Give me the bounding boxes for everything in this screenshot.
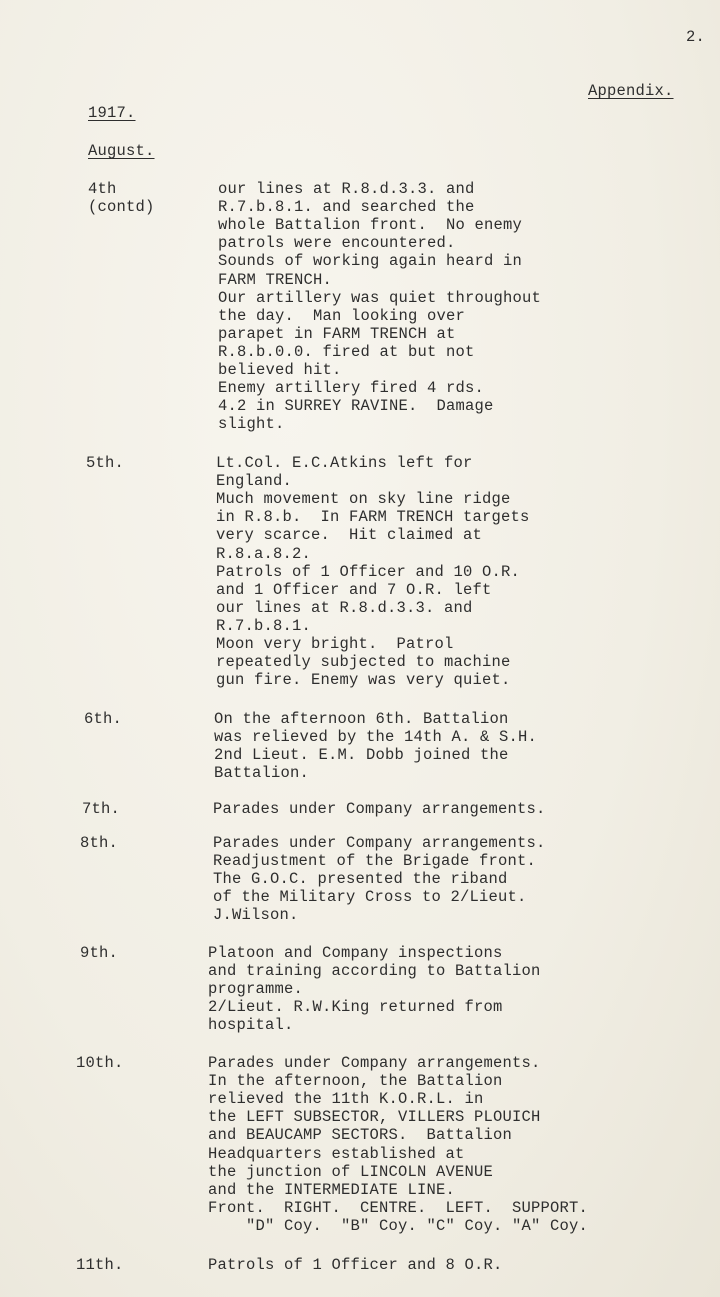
entry-text-line: 2nd Lieut. E.M. Dobb joined the (214, 746, 509, 765)
page-number: 2. (686, 28, 706, 46)
entry-text-line: and BEAUCAMP SECTORS. Battalion (208, 1126, 513, 1145)
entry-text-line: of the Military Cross to 2/Lieut. (213, 888, 527, 907)
entry-text-line: Lt.Col. E.C.Atkins left for (216, 454, 473, 472)
entry-text-line: Front. RIGHT. CENTRE. LEFT. SUPPORT. (208, 1198, 589, 1217)
entry-text-line: Parades under Company arrangements. (213, 800, 546, 818)
entry-date: 4th (88, 180, 117, 198)
entry-text-line: Moon very bright. Patrol (216, 635, 454, 653)
entry-text-line: Parades under Company arrangements. (208, 1054, 541, 1072)
entry-text-line: Enemy artillery fired 4 rds. (218, 379, 485, 398)
entry-text-line: our lines at R.8.d.3.3. and (218, 180, 475, 198)
entry-text-line: very scarce. Hit claimed at (216, 526, 483, 545)
entry-text-line: hospital. (208, 1016, 294, 1035)
entry-text-line: Patrols of 1 Officer and 8 O.R. (208, 1256, 503, 1274)
entry-text-line: and the INTERMEDIATE LINE. (208, 1180, 456, 1199)
entry-text-line: our lines at R.8.d.3.3. and (216, 598, 473, 617)
entry-text-line: patrols were encountered. (218, 234, 456, 253)
entry-date: 7th. (82, 800, 121, 818)
entry-text-line: was relieved by the 14th A. & S.H. (214, 728, 538, 747)
entry-date: 6th. (84, 710, 123, 728)
entry-text-line: R.7.b.8.1. and searched the (218, 198, 475, 217)
entry-text-line: parapet in FARM TRENCH at (218, 324, 456, 343)
entry-text-line: repeatedly subjected to machine (216, 653, 511, 672)
entry-text-line: R.8.b.0.0. fired at but not (218, 342, 475, 361)
entry-text-line: J.Wilson. (213, 906, 299, 925)
entry-date: 9th. (80, 944, 119, 962)
year-heading: 1917. (88, 104, 136, 122)
entry-text-line: the junction of LINCOLN AVENUE (208, 1162, 494, 1181)
entry-text-line: and training according to Battalion (208, 962, 541, 981)
appendix-heading: Appendix. (588, 82, 674, 100)
entry-text-line: Readjustment of the Brigade front. (213, 852, 537, 871)
entry-text-line: in R.8.b. In FARM TRENCH targets (216, 508, 530, 527)
entry-text-line: Patrols of 1 Officer and 10 O.R. (216, 562, 521, 581)
entry-text-line: slight. (218, 415, 285, 434)
entry-text-line: Much movement on sky line ridge (216, 490, 511, 509)
entry-text-line: England. (216, 472, 293, 491)
entry-text-line: programme. (208, 980, 304, 999)
entry-text-line: 4.2 in SURREY RAVINE. Damage (218, 397, 494, 416)
entry-text-line: relieved the 11th K.O.R.L. in (208, 1090, 484, 1109)
entry-text-line: Our artillery was quiet throughout (218, 288, 542, 307)
entry-text-line: 2/Lieut. R.W.King returned from (208, 998, 503, 1017)
entry-text-line: whole Battalion front. No enemy (218, 216, 523, 235)
entry-date: 8th. (80, 834, 119, 852)
entry-text-line: believed hit. (218, 361, 342, 379)
entry-text-line: FARM TRENCH. (218, 270, 333, 289)
entry-text-line: Sounds of working again heard in (218, 252, 523, 271)
month-heading: August. (88, 142, 155, 160)
entry-text-line: "D" Coy. "B" Coy. "C" Coy. "A" Coy. (208, 1216, 589, 1235)
entry-text-line: gun fire. Enemy was very quiet. (216, 671, 511, 690)
entry-text-line: Platoon and Company inspections (208, 944, 503, 962)
entry-text-line: Parades under Company arrangements. (213, 834, 546, 852)
entry-text-line: the LEFT SUBSECTOR, VILLERS PLOUICH (208, 1108, 541, 1127)
entry-text-line: Headquarters established at (208, 1144, 465, 1163)
entry-date: 10th. (76, 1054, 124, 1072)
entry-date: (contd) (88, 198, 155, 217)
entry-text-line: R.8.a.8.2. (216, 544, 312, 563)
entry-text-line: The G.O.C. presented the riband (213, 870, 508, 889)
entry-text-line: Battalion. (214, 764, 310, 783)
entry-date: 11th. (76, 1256, 124, 1274)
entry-text-line: the day. Man looking over (218, 306, 466, 325)
entry-text-line: R.7.b.8.1. (216, 616, 312, 635)
entry-date: 5th. (86, 454, 125, 472)
entry-text-line: On the afternoon 6th. Battalion (214, 710, 509, 728)
entry-text-line: In the afternoon, the Battalion (208, 1072, 503, 1091)
entry-text-line: and 1 Officer and 7 O.R. left (216, 580, 492, 599)
